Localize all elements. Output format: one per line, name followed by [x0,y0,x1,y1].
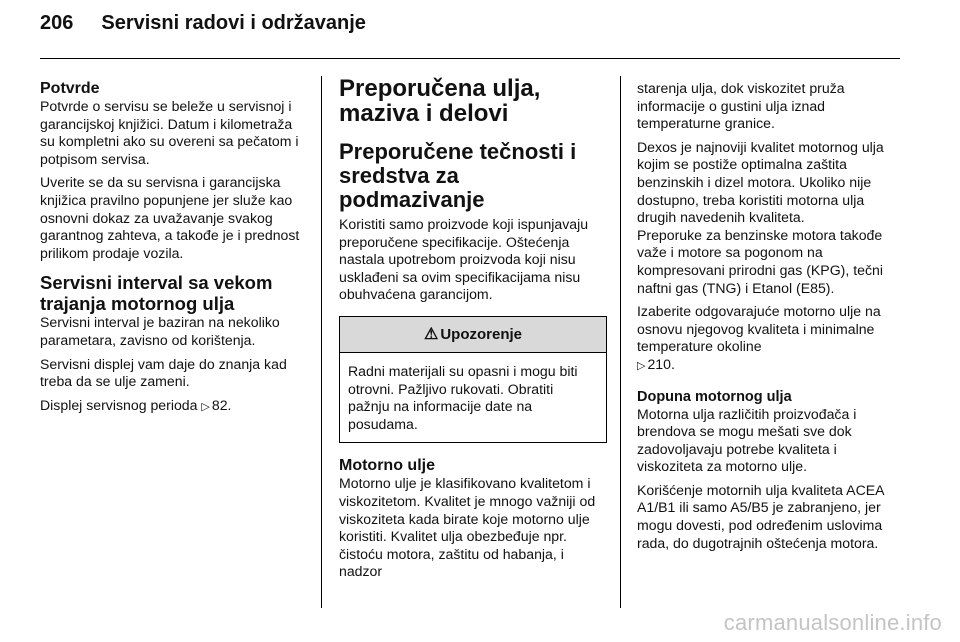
page-reference-link[interactable]: 210. [647,355,675,372]
paragraph-benzinski: Preporuke za benzinske motora takođe važe i motore sa pogonom na kompresovani prirodni gas (KPG), tečni naftni gas (TNG) i Etanol (E85). [637,226,883,296]
warning-triangle-icon: ⚠ [423,325,439,343]
heading-dopuna: Dopuna motornog ulja [637,388,792,405]
column-divider-1 [321,76,322,608]
paragraph-viskozitet: starenja ulja, dok viskozitet pruža informacije o gustini ulja iznad temperaturne granice. [637,80,845,132]
paragraph-mesanje: Motorna ulja različitih proizvođača i brendova se mogu mešati sve dok zadovoljavaju potrebe kvaliteta i viskoziteta za motorno ulje. [637,405,857,475]
heading-servisni-interval: Servisni interval sa vekom trajanja motornog ulja [40,272,273,315]
page-title: Servisni radovi i održavanje [101,12,366,34]
page-reference-link[interactable]: 82. [211,396,232,413]
column-1 [40,80,308,422]
heading-motorno-ulje: Motorno ulje [339,457,435,475]
header-divider [40,58,900,59]
watermark: carmanualsonline.info [723,610,942,635]
page-header [40,12,920,52]
column-divider-2 [620,76,621,608]
warning-body: Radni materijali su opasni i mogu biti otrovni. Pažljivo rukovati. Obratiti pažnju na informacije date na posudama. [348,362,578,432]
column-2 [339,75,607,587]
warning-box [339,316,607,443]
heading-potvrde: Potvrde [40,80,100,97]
column-3 [637,80,905,558]
warning-header [340,317,606,353]
paragraph-interval: Servisni interval je baziran na nekoliko parametara, zavisno od korištenja. [40,314,280,348]
heading-preporucena-ulja: Preporučena ulja, maziva i delovi [339,75,541,127]
paragraph-displej: Servisni displej vam daje do znanja kad treba da se ulje zameni. [40,355,287,390]
ref-text: Displej servisnog perioda [40,396,198,413]
page-reference-arrow-icon: ▷ [637,359,646,372]
paragraph-potvrde: Potvrde o servisu se beleže u servisnoj i garancijskoj knjižici. Datum i kilometraža su kompletni ako su overeni sa pečatom i potpisom servisa. [40,98,299,167]
page-reference-arrow-icon: ▷ [201,400,210,413]
paragraph-motorno-ulje: Motorno ulje je klasifikovano kvalitetom i viskozitetom. Kvalitet je mnogo važniji od viskoziteta kada birate koje motorno ulje koristiti. Kvalitet ulja obezbeđuje npr. čistoću motora, zaštitu od habanja, i nadzor [339,475,596,580]
paragraph-dexos: Dexos je najnoviji kvalitet motornog ulja kojim se postiže optimalna zaštita benzinskih i dizel motora. Ukoliko nije dostupno, treba koristiti motorna ulja drugih navedenih kvaliteta. [637,138,884,226]
page-number: 206 [40,12,74,34]
paragraph-acea: Korišćenje motornih ulja kvaliteta ACEA A1/B1 ili samo A5/B5 je zabranjeno, jer mogu dovesti, pod određenim uslovima rada, do dugotrajnih oštećenja motora. [637,481,884,551]
izaberite-text: Izaberite odgovarajuće motorno ulje na osnovu njegovog kvaliteta i minimalne temperature okoline [637,303,881,355]
heading-preporucene-tecnosti: Preporučene tečnosti i sredstva za podmazivanje [339,139,577,212]
paragraph-displej-ref [40,397,308,417]
paragraph-izaberite [637,303,905,375]
paragraph-specifikacije: Koristiti samo proizvode koji ispunjavaju preporučene specifikacije. Oštećenja nastala upotrebom proizvoda koji nisu usklađeni sa ovim specifikacijama nisu obuhvaćena garancijom. [339,216,589,303]
paragraph-knjizica: Uverite se da su servisna i garancijska knjižica pravilno popunjene jer služe kao osnovni dokaz za uvažavanje svakog garantnog zahteva, a takođe je i prednost prilikom prodaje vozila. [40,174,300,261]
warning-title: Upozorenje [440,325,523,343]
